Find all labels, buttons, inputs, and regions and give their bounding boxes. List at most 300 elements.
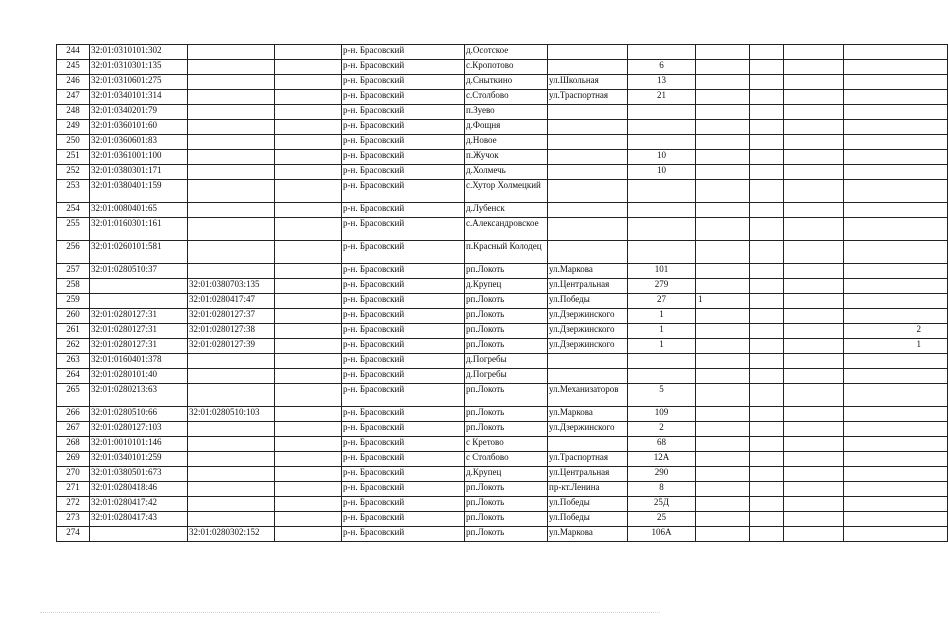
- row-number-cell: 244: [57, 45, 90, 60]
- district-cell: р-н. Брасовский: [342, 309, 465, 324]
- street-cell: ул.Школьная: [548, 75, 628, 90]
- extra-value-cell: [844, 354, 948, 369]
- table-row: [57, 452, 948, 467]
- row-number-cell: 248: [57, 105, 90, 120]
- extra-cell-cell: [696, 467, 750, 482]
- house-number-cell: 290: [628, 467, 696, 482]
- district-cell: р-н. Брасовский: [342, 422, 465, 437]
- extra-cell-cell: [784, 294, 844, 309]
- table-row: [57, 422, 948, 437]
- empty-cell-cell: [275, 422, 342, 437]
- extra-cell-cell: [784, 407, 844, 422]
- settlement-cell: с.Александровское: [465, 218, 548, 241]
- row-number-cell: 267: [57, 422, 90, 437]
- row-number-cell: 257: [57, 264, 90, 279]
- district-cell: р-н. Брасовский: [342, 354, 465, 369]
- house-number-cell: 1: [628, 309, 696, 324]
- street-cell: [548, 203, 628, 218]
- district-cell: р-н. Брасовский: [342, 45, 465, 60]
- extra-cell-cell: [784, 467, 844, 482]
- empty-cell-cell: [275, 527, 342, 542]
- extra-cell-cell: [784, 452, 844, 467]
- empty-cell-cell: [275, 203, 342, 218]
- extra-cell-cell: [750, 422, 784, 437]
- extra-cell-cell: [784, 384, 844, 407]
- related-cadastral-number-cell: [188, 105, 275, 120]
- empty-cell-cell: [275, 75, 342, 90]
- extra-cell-cell: [696, 339, 750, 354]
- extra-cell-cell: [750, 369, 784, 384]
- related-cadastral-number-cell: [188, 437, 275, 452]
- extra-cell-cell: [696, 309, 750, 324]
- related-cadastral-number-cell: 32:01:0280417:47: [188, 294, 275, 309]
- settlement-cell: рп.Локоть: [465, 339, 548, 354]
- street-cell: ул.Победы: [548, 294, 628, 309]
- table-row: [57, 437, 948, 452]
- street-cell: [548, 354, 628, 369]
- extra-value-cell: [844, 165, 948, 180]
- street-cell: ул.Маркова: [548, 407, 628, 422]
- district-cell: р-н. Брасовский: [342, 180, 465, 203]
- cadastral-number-cell: 32:01:0280127:31: [90, 324, 188, 339]
- district-cell: р-н. Брасовский: [342, 120, 465, 135]
- empty-cell-cell: [275, 354, 342, 369]
- extra-cell-cell: [784, 309, 844, 324]
- extra-cell-cell: [696, 512, 750, 527]
- extra-cell-cell: [750, 120, 784, 135]
- house-number-cell: 279: [628, 279, 696, 294]
- cadastral-number-cell: 32:01:0280101:40: [90, 369, 188, 384]
- extra-value-cell: [844, 90, 948, 105]
- table-row: [57, 369, 948, 384]
- related-cadastral-number-cell: [188, 75, 275, 90]
- table-row: [57, 384, 948, 407]
- extra-cell-cell: [696, 422, 750, 437]
- settlement-cell: рп.Локоть: [465, 384, 548, 407]
- district-cell: р-н. Брасовский: [342, 150, 465, 165]
- house-number-cell: 12А: [628, 452, 696, 467]
- settlement-cell: с.Хутор Холмецкий: [465, 180, 548, 203]
- district-cell: р-н. Брасовский: [342, 437, 465, 452]
- house-number-cell: [628, 354, 696, 369]
- row-number-cell: 272: [57, 497, 90, 512]
- table-row: [57, 75, 948, 90]
- extra-value-cell: [844, 482, 948, 497]
- district-cell: р-н. Брасовский: [342, 294, 465, 309]
- street-cell: ул.Центральная: [548, 467, 628, 482]
- settlement-cell: рп.Локоть: [465, 309, 548, 324]
- district-cell: р-н. Брасовский: [342, 75, 465, 90]
- extra-value-cell: [844, 45, 948, 60]
- cadastral-number-cell: 32:01:0360601:83: [90, 135, 188, 150]
- house-number-cell: [628, 369, 696, 384]
- cadastral-number-cell: 32:01:0360101:60: [90, 120, 188, 135]
- district-cell: р-н. Брасовский: [342, 135, 465, 150]
- extra-cell-cell: [784, 180, 844, 203]
- settlement-cell: рп.Локоть: [465, 482, 548, 497]
- extra-cell-cell: [784, 324, 844, 339]
- extra-cell-cell: [696, 241, 750, 264]
- table-row: [57, 497, 948, 512]
- table-row: [57, 60, 948, 75]
- table-row: [57, 135, 948, 150]
- extra-value-cell: [844, 60, 948, 75]
- extra-cell-cell: [784, 354, 844, 369]
- district-cell: р-н. Брасовский: [342, 90, 465, 105]
- settlement-cell: д.Осотское: [465, 45, 548, 60]
- house-number-cell: 25: [628, 512, 696, 527]
- related-cadastral-number-cell: [188, 150, 275, 165]
- cadastral-number-cell: 32:01:0280417:43: [90, 512, 188, 527]
- empty-cell-cell: [275, 452, 342, 467]
- house-number-cell: 6: [628, 60, 696, 75]
- empty-cell-cell: [275, 180, 342, 203]
- extra-value-cell: [844, 369, 948, 384]
- row-number-cell: 268: [57, 437, 90, 452]
- extra-cell-cell: [696, 90, 750, 105]
- extra-value-cell: [844, 264, 948, 279]
- house-number-cell: 1: [628, 339, 696, 354]
- extra-value-cell: [844, 437, 948, 452]
- street-cell: ул.Дзержинского: [548, 324, 628, 339]
- house-number-cell: 2: [628, 422, 696, 437]
- street-cell: ул.Траспортная: [548, 90, 628, 105]
- row-number-cell: 245: [57, 60, 90, 75]
- district-cell: р-н. Брасовский: [342, 339, 465, 354]
- street-cell: [548, 135, 628, 150]
- extra-cell-cell: [696, 218, 750, 241]
- related-cadastral-number-cell: [188, 512, 275, 527]
- cadastral-number-cell: 32:01:0340101:259: [90, 452, 188, 467]
- street-cell: [548, 218, 628, 241]
- table-row: [57, 45, 948, 60]
- district-cell: р-н. Брасовский: [342, 407, 465, 422]
- table-row: [57, 527, 948, 542]
- district-cell: р-н. Брасовский: [342, 241, 465, 264]
- related-cadastral-number-cell: 32:01:0380703:135: [188, 279, 275, 294]
- related-cadastral-number-cell: [188, 264, 275, 279]
- settlement-cell: д.Погребы: [465, 354, 548, 369]
- extra-cell-cell: [750, 105, 784, 120]
- cadastral-number-cell: 32:01:0380301:171: [90, 165, 188, 180]
- street-cell: [548, 180, 628, 203]
- street-cell: [548, 150, 628, 165]
- row-number-cell: 269: [57, 452, 90, 467]
- empty-cell-cell: [275, 105, 342, 120]
- extra-cell-cell: [784, 105, 844, 120]
- cadastral-number-cell: 32:01:0380401:159: [90, 180, 188, 203]
- table-row: [57, 482, 948, 497]
- settlement-cell: рп.Локоть: [465, 527, 548, 542]
- extra-cell-cell: [696, 165, 750, 180]
- extra-value-cell: [844, 512, 948, 527]
- row-number-cell: 246: [57, 75, 90, 90]
- extra-value-cell: [844, 203, 948, 218]
- extra-cell-cell: [696, 45, 750, 60]
- district-cell: р-н. Брасовский: [342, 264, 465, 279]
- extra-value-cell: [844, 422, 948, 437]
- house-number-cell: 68: [628, 437, 696, 452]
- row-number-cell: 252: [57, 165, 90, 180]
- house-number-cell: 21: [628, 90, 696, 105]
- extra-value-cell: [844, 294, 948, 309]
- street-cell: пр-кт.Ленина: [548, 482, 628, 497]
- settlement-cell: рп.Локоть: [465, 512, 548, 527]
- table-row: [57, 512, 948, 527]
- street-cell: ул.Маркова: [548, 264, 628, 279]
- extra-value-cell: [844, 467, 948, 482]
- settlement-cell: д.Крупец: [465, 279, 548, 294]
- related-cadastral-number-cell: [188, 218, 275, 241]
- table-row: [57, 294, 948, 309]
- cadastral-number-cell: [90, 527, 188, 542]
- street-cell: ул.Победы: [548, 497, 628, 512]
- empty-cell-cell: [275, 324, 342, 339]
- district-cell: р-н. Брасовский: [342, 60, 465, 75]
- extra-value-cell: [844, 384, 948, 407]
- settlement-cell: д.Погребы: [465, 369, 548, 384]
- related-cadastral-number-cell: [188, 165, 275, 180]
- extra-cell-cell: [784, 90, 844, 105]
- settlement-cell: с.Столбово: [465, 90, 548, 105]
- empty-cell-cell: [275, 60, 342, 75]
- cadastral-number-cell: 32:01:0010101:146: [90, 437, 188, 452]
- extra-cell-cell: [696, 437, 750, 452]
- extra-cell-cell: [784, 45, 844, 60]
- empty-cell-cell: [275, 407, 342, 422]
- district-cell: р-н. Брасовский: [342, 512, 465, 527]
- related-cadastral-number-cell: [188, 452, 275, 467]
- extra-value-cell: [844, 180, 948, 203]
- district-cell: р-н. Брасовский: [342, 467, 465, 482]
- table-row: [57, 241, 948, 264]
- empty-cell-cell: [275, 45, 342, 60]
- table-row: [57, 218, 948, 241]
- house-number-cell: [628, 135, 696, 150]
- extra-cell-cell: [784, 437, 844, 452]
- settlement-cell: п.Жучок: [465, 150, 548, 165]
- street-cell: [548, 120, 628, 135]
- district-cell: р-н. Брасовский: [342, 369, 465, 384]
- house-number-cell: 106А: [628, 527, 696, 542]
- related-cadastral-number-cell: [188, 60, 275, 75]
- house-number-cell: 10: [628, 165, 696, 180]
- extra-value-cell: [844, 135, 948, 150]
- settlement-cell: п.Зуево: [465, 105, 548, 120]
- cadastral-number-cell: 32:01:0340201:79: [90, 105, 188, 120]
- extra-cell-cell: [696, 264, 750, 279]
- related-cadastral-number-cell: [188, 497, 275, 512]
- house-number-cell: 13: [628, 75, 696, 90]
- extra-cell-cell: [696, 180, 750, 203]
- house-number-cell: [628, 105, 696, 120]
- cadastral-number-cell: 32:01:0160401:378: [90, 354, 188, 369]
- empty-cell-cell: [275, 165, 342, 180]
- extra-cell-cell: [750, 180, 784, 203]
- street-cell: [548, 437, 628, 452]
- empty-cell-cell: [275, 467, 342, 482]
- row-number-cell: 253: [57, 180, 90, 203]
- cadastral-number-cell: 32:01:0160301:161: [90, 218, 188, 241]
- street-cell: [548, 241, 628, 264]
- settlement-cell: с Столбово: [465, 452, 548, 467]
- extra-cell-cell: [696, 482, 750, 497]
- street-cell: ул.Траспортная: [548, 452, 628, 467]
- extra-cell-cell: [696, 354, 750, 369]
- extra-cell-cell: [696, 324, 750, 339]
- district-cell: р-н. Брасовский: [342, 527, 465, 542]
- row-number-cell: 261: [57, 324, 90, 339]
- empty-cell-cell: [275, 279, 342, 294]
- related-cadastral-number-cell: [188, 135, 275, 150]
- row-number-cell: 250: [57, 135, 90, 150]
- empty-cell-cell: [275, 218, 342, 241]
- table-row: [57, 165, 948, 180]
- extra-cell-cell: [750, 241, 784, 264]
- house-number-cell: 1: [628, 324, 696, 339]
- table-row: [57, 309, 948, 324]
- scan-artifact: [40, 612, 660, 615]
- cadastral-number-cell: 32:01:0310301:135: [90, 60, 188, 75]
- related-cadastral-number-cell: [188, 482, 275, 497]
- extra-cell-cell: [696, 150, 750, 165]
- related-cadastral-number-cell: 32:01:0280302:152: [188, 527, 275, 542]
- empty-cell-cell: [275, 294, 342, 309]
- house-number-cell: 10: [628, 150, 696, 165]
- related-cadastral-number-cell: [188, 467, 275, 482]
- extra-cell-cell: [784, 279, 844, 294]
- extra-value-cell: [844, 309, 948, 324]
- table-row: [57, 90, 948, 105]
- district-cell: р-н. Брасовский: [342, 203, 465, 218]
- house-number-cell: [628, 45, 696, 60]
- related-cadastral-number-cell: 32:01:0280127:39: [188, 339, 275, 354]
- extra-cell-cell: [696, 120, 750, 135]
- table-row: [57, 105, 948, 120]
- related-cadastral-number-cell: [188, 422, 275, 437]
- cadastral-number-cell: 32:01:0361001:100: [90, 150, 188, 165]
- extra-cell-cell: [784, 60, 844, 75]
- row-number-cell: 247: [57, 90, 90, 105]
- extra-cell-cell: [696, 369, 750, 384]
- district-cell: р-н. Брасовский: [342, 482, 465, 497]
- empty-cell-cell: [275, 384, 342, 407]
- extra-cell-cell: [750, 218, 784, 241]
- empty-cell-cell: [275, 497, 342, 512]
- district-cell: р-н. Брасовский: [342, 324, 465, 339]
- extra-cell-cell: [750, 45, 784, 60]
- extra-cell-cell: [750, 75, 784, 90]
- cadastral-number-cell: [90, 279, 188, 294]
- settlement-cell: п.Красный Колодец: [465, 241, 548, 264]
- house-number-cell: 109: [628, 407, 696, 422]
- extra-cell-cell: [696, 105, 750, 120]
- settlement-cell: рп.Локоть: [465, 294, 548, 309]
- district-cell: р-н. Брасовский: [342, 165, 465, 180]
- extra-cell-cell: [696, 75, 750, 90]
- extra-cell-cell: [784, 264, 844, 279]
- extra-cell-cell: [696, 384, 750, 407]
- street-cell: [548, 369, 628, 384]
- cadastral-number-cell: 32:01:0280417:42: [90, 497, 188, 512]
- cadastral-number-cell: 32:01:0280127:31: [90, 339, 188, 354]
- house-number-cell: [628, 180, 696, 203]
- extra-cell-cell: [750, 135, 784, 150]
- related-cadastral-number-cell: [188, 241, 275, 264]
- extra-cell-cell: [696, 279, 750, 294]
- settlement-cell: д.Новое: [465, 135, 548, 150]
- settlement-cell: д.Фощня: [465, 120, 548, 135]
- row-number-cell: 259: [57, 294, 90, 309]
- extra-cell-cell: [784, 422, 844, 437]
- cadastral-number-cell: 32:01:0310601:275: [90, 75, 188, 90]
- street-cell: [548, 60, 628, 75]
- cadastral-number-cell: 32:01:0280510:37: [90, 264, 188, 279]
- house-number-cell: 27: [628, 294, 696, 309]
- extra-cell-cell: [750, 384, 784, 407]
- related-cadastral-number-cell: [188, 180, 275, 203]
- table-row: [57, 407, 948, 422]
- extra-cell-cell: [750, 407, 784, 422]
- extra-value-cell: [844, 497, 948, 512]
- street-cell: ул.Механизаторов: [548, 384, 628, 407]
- table-row: [57, 150, 948, 165]
- extra-cell-cell: [784, 339, 844, 354]
- street-cell: ул.Маркова: [548, 527, 628, 542]
- empty-cell-cell: [275, 90, 342, 105]
- related-cadastral-number-cell: 32:01:0280127:38: [188, 324, 275, 339]
- settlement-cell: с Кретово: [465, 437, 548, 452]
- settlement-cell: рп.Локоть: [465, 264, 548, 279]
- extra-cell-cell: [696, 135, 750, 150]
- extra-cell-cell: [784, 482, 844, 497]
- row-number-cell: 264: [57, 369, 90, 384]
- street-cell: ул.Дзержинского: [548, 339, 628, 354]
- empty-cell-cell: [275, 309, 342, 324]
- extra-cell-cell: [750, 437, 784, 452]
- register-table: [56, 44, 948, 542]
- table-row: [57, 120, 948, 135]
- street-cell: ул.Победы: [548, 512, 628, 527]
- cadastral-number-cell: 32:01:0280510:66: [90, 407, 188, 422]
- extra-cell-cell: [750, 150, 784, 165]
- extra-cell-cell: [750, 264, 784, 279]
- row-number-cell: 251: [57, 150, 90, 165]
- extra-value-cell: [844, 105, 948, 120]
- street-cell: [548, 45, 628, 60]
- extra-value-cell: [844, 452, 948, 467]
- extra-cell-cell: [750, 165, 784, 180]
- extra-cell-cell: [696, 452, 750, 467]
- street-cell: ул.Центральная: [548, 279, 628, 294]
- house-number-cell: 8: [628, 482, 696, 497]
- empty-cell-cell: [275, 437, 342, 452]
- extra-cell-cell: [784, 135, 844, 150]
- table-row: [57, 264, 948, 279]
- extra-value-cell: 2: [844, 324, 948, 339]
- empty-cell-cell: [275, 135, 342, 150]
- extra-cell-cell: [750, 90, 784, 105]
- extra-cell-cell: [784, 218, 844, 241]
- related-cadastral-number-cell: [188, 120, 275, 135]
- house-number-cell: 5: [628, 384, 696, 407]
- related-cadastral-number-cell: [188, 90, 275, 105]
- row-number-cell: 258: [57, 279, 90, 294]
- extra-cell-cell: [784, 497, 844, 512]
- district-cell: р-н. Брасовский: [342, 105, 465, 120]
- district-cell: р-н. Брасовский: [342, 452, 465, 467]
- extra-value-cell: [844, 218, 948, 241]
